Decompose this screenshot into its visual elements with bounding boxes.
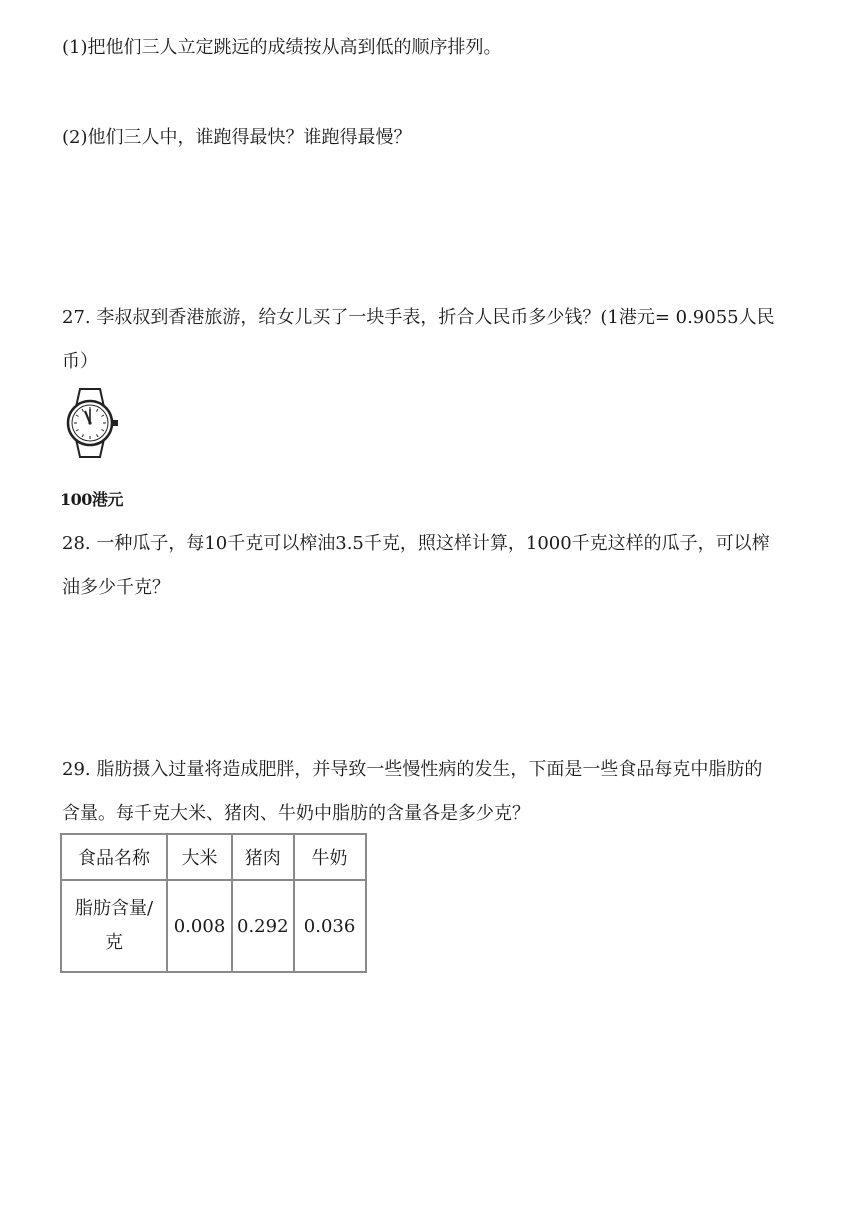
header-food-name: 食品名称: [61, 834, 167, 880]
wristwatch-icon: [60, 387, 130, 459]
row-label-line-1: 脂肪含量/: [74, 898, 154, 919]
table-row: [61, 880, 366, 972]
question-27-line-1: 27. 李叔叔到香港旅游，给女儿买了一块手表，折合人民币多少钱？(1港元= 0.9055人民: [62, 307, 775, 328]
header-milk: 牛奶: [294, 834, 366, 880]
value-milk: 0.036: [294, 880, 366, 972]
value-pork: 0.292: [232, 880, 294, 972]
question-27-line-2: 币）: [62, 351, 98, 372]
question-28-line-2: 油多少千克？: [62, 577, 170, 598]
question-29-line-1: 29. 脂肪摄入过量将造成肥胖，并导致一些慢性病的发生，下面是一些食品每克中脂肪的: [62, 759, 763, 780]
question-28-line-1: 28. 一种瓜子，每10千克可以榨油3.5千克，照这样计算，1000千克这样的瓜子，可以榨: [62, 533, 770, 554]
value-rice: 0.008: [167, 880, 232, 972]
row-label-line-2: 克: [105, 932, 123, 953]
watch-price-label: 100港元: [60, 490, 123, 509]
question-26-part-2: (2)他们三人中，谁跑得最快？谁跑得最慢？: [62, 127, 412, 148]
header-rice: 大米: [167, 834, 232, 880]
fat-content-table: [60, 833, 367, 973]
question-26-part-1: (1)把他们三人立定跳远的成绩按从高到低的顺序排列。: [62, 37, 502, 58]
header-pork: 猪肉: [232, 834, 294, 880]
table-header-row: [61, 834, 366, 880]
question-29-line-2: 含量。每千克大米、猪肉、牛奶中脂肪的含量各是多少克？: [62, 803, 530, 824]
row-label-fat-content: [61, 880, 167, 972]
